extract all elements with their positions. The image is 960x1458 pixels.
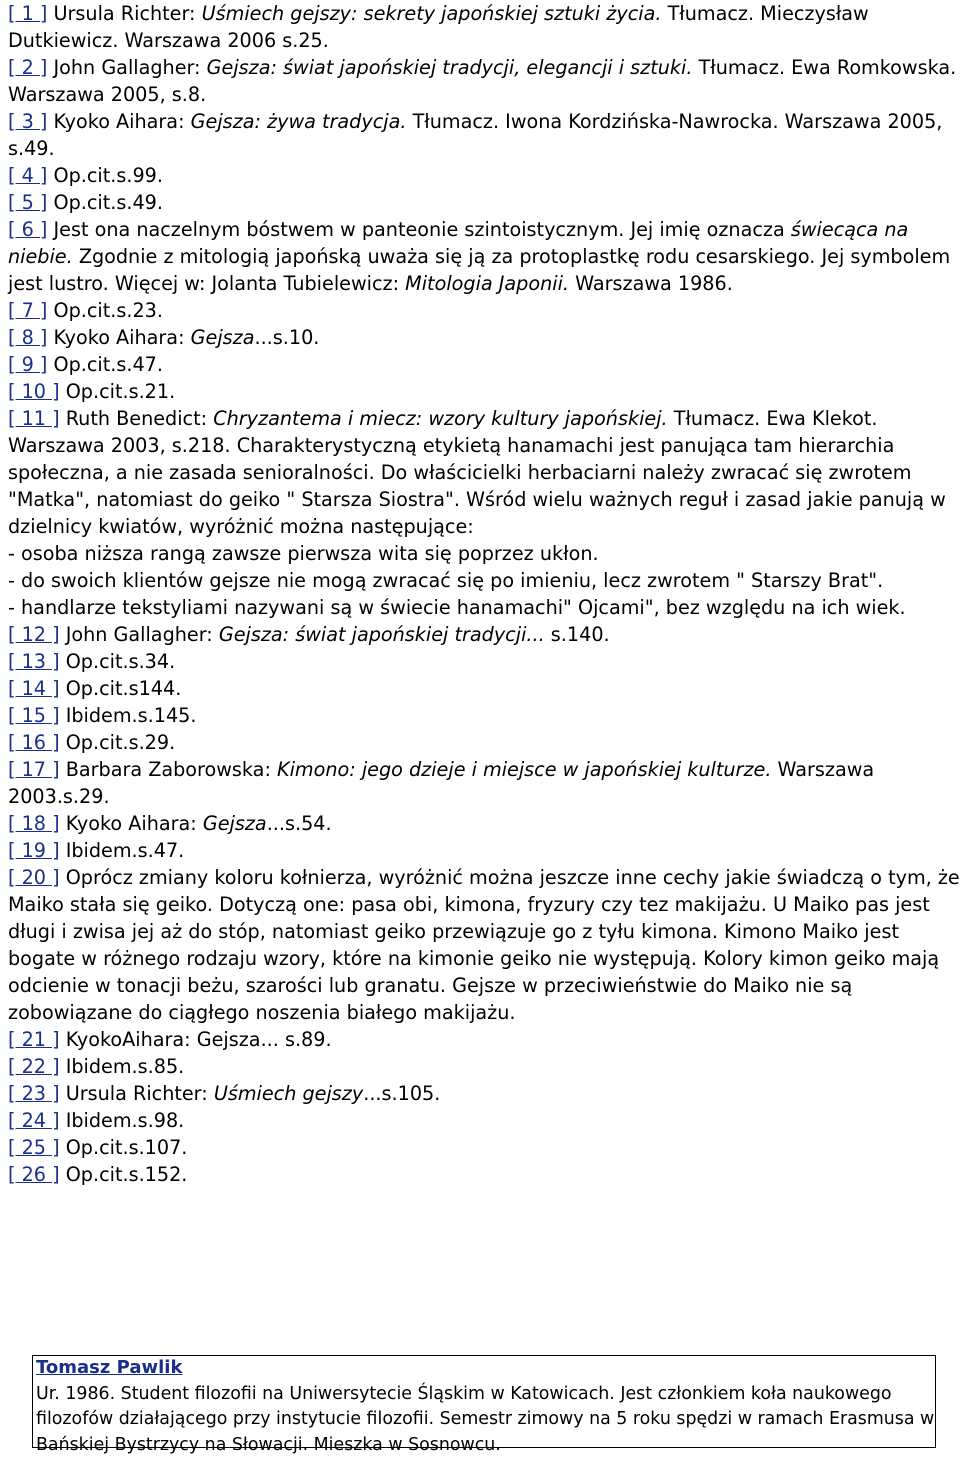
footnote-text: Ibidem.s.145. [65,704,197,727]
footnote-ref-link[interactable]: [ 16 ] [8,731,60,754]
footnote [8,648,960,675]
footnote [8,189,960,216]
footnote [8,216,960,297]
footnote-title: Gejsza: żywa tradycja. [190,110,407,133]
footnote-text: - osoba niższa rangą zawsze pierwsza wita się poprzez ukłon. [8,542,599,565]
footnote-title: Uśmiech gejszy: sekrety japońskiej sztuki życia. [201,2,662,25]
footnote-ref-link[interactable]: [ 15 ] [8,704,60,727]
footnote-text: Jest ona naczelnym bóstwem w panteonie szintoistycznym. Jej imię oznacza [53,218,791,241]
footnote-ref-link[interactable]: [ 14 ] [8,677,60,700]
footnote-text: John Gallagher: [53,56,207,79]
footnote-text: Ursula Richter: [53,2,202,25]
footnote [8,756,960,810]
footnote [8,702,960,729]
footnote-text: ...s.54. [266,812,332,835]
footnote [8,864,960,1026]
footnote [8,675,960,702]
footnote-text: Zgodnie z mitologią japońską uważa się ją za protoplastkę rodu cesarskiego. Jej symbolem jest lustro. Więcej w: Jolanta Tubielewicz: [8,245,951,295]
footnote [8,405,960,621]
footnote-ref-link[interactable]: [ 11 ] [8,407,60,430]
footnote-text: Warszawa 2003.s.29. [8,758,875,808]
footnote-text: Kyoko Aihara: [53,110,191,133]
footnote [8,324,960,351]
footnote [8,0,960,54]
footnote-text: Op.cit.s.23. [53,299,163,322]
footnote-text: KyokoAihara: Gejsza... s.89. [65,1028,332,1051]
footnote-text: Tłumacz. Iwona Kordzińska-Nawrocka. Warszawa 2005, s.49. [8,110,943,160]
footnote [8,621,960,648]
footnote-text: Op.cit.s.107. [65,1136,188,1159]
footnote-text: Ibidem.s.85. [65,1055,185,1078]
footnote-text: s.140. [544,623,610,646]
footnote-text: Op.cit.s.21. [65,380,176,403]
footnote-ref-link[interactable]: [ 5 ] [8,191,48,214]
footnote [8,729,960,756]
footnote-text: - handlarze tekstyliami nazywani są w świecie hanamachi" Ojcami", bez względu na ich wiek. [8,596,906,619]
footnote-text: Ursula Richter: [65,1082,214,1105]
footnote [8,351,960,378]
footnote-text: Op.cit.s144. [65,677,182,700]
footnote-text: Op.cit.s.34. [65,650,176,673]
author-bio: Ur. 1986. Student filozofii na Uniwersytecie Śląskim w Katowicach. Jest członkiem koła naukowego filozofów działającego przy instytucie filozofii. Semestr zimowy na 5 roku spędzi w ramach Erasmusa w Bańskiej Bystrzycy na Słowacji. Mieszka w Sosnowcu. [36,1383,935,1455]
footnote-ref-link[interactable]: [ 2 ] [8,56,48,79]
footnote-ref-link[interactable]: [ 20 ] [8,866,60,889]
footnote-text: Op.cit.s.49. [53,191,163,214]
footnote-text: Op.cit.s.29. [65,731,176,754]
author-box [32,1355,936,1455]
footnote-text: Ruth Benedict: [65,407,214,430]
footnote-ref-link[interactable]: [ 19 ] [8,839,60,862]
footnote-ref-link[interactable]: [ 22 ] [8,1055,60,1078]
footnote-ref-link[interactable]: [ 17 ] [8,758,60,781]
footnote-text: Tłumacz. Ewa Romkowska. Warszawa 2005, s.8. [8,56,957,106]
footnote [8,378,960,405]
footnote-ref-link[interactable]: [ 1 ] [8,2,48,25]
footnote-title: Gejsza [190,326,255,349]
footnote-text: Oprócz zmiany koloru kołnierza, wyróżnić można jeszcze inne cechy jakie świadczą o tym, że Maiko stała się geiko. Dotyczą one: pasa obi, kimona, fryzury czy tez makijażu. U Maiko pas jest długi i zwisa jej aż do stóp, natomiast geiko przewiązuje go z tyłu kimona. Kimono Maiko jest bogate w różnego rodzaju wzory, które na kimonie geiko nie występują. Kolory kimon geiko mają odcienie w tonacji beżu, szarości lub granatu. Gejsze w przeciwieństwie do Maiko nie są zobowiązane do ciągłego noszenia białego makijażu. [8,866,960,1024]
footnote-title: Chryzantema i miecz: wzory kultury japońskiej. [213,407,668,430]
footnote-text: - do swoich klientów gejsze nie mogą zwracać się po imieniu, lecz zwrotem " Starszy Brat". [8,569,884,592]
footnote [8,108,960,162]
footnotes-list [8,0,960,1188]
footnote-ref-link[interactable]: [ 6 ] [8,218,48,241]
footnote-text: ...s.10. [254,326,320,349]
footnote [8,810,960,837]
footnote-title: Mitologia Japonii. [405,272,570,295]
footnote-ref-link[interactable]: [ 21 ] [8,1028,60,1051]
footnote-text: ...s.105. [363,1082,441,1105]
footnote-text: Tłumacz. Ewa Klekot. Warszawa 2003, s.218. Charakterystyczną etykietą hanamachi jest panująca tam hierarchia społeczna, a nie zasada senioralności. Do właścicielki herbaciarni należy zwracać się zwrotem "Matka", natomiast do geiko " Starsza Siostra". Wśród wielu ważnych reguł i zasad jakie panują w dzielnicy kwiatów, wyróżnić można następujące: [8,407,946,538]
footnote-title: Uśmiech gejszy [213,1082,364,1105]
footnote-title: Gejsza: świat japońskiej tradycji... [218,623,545,646]
footnote-text: Warszawa 1986. [569,272,733,295]
footnote [8,1053,960,1080]
footnote-title: Kimono: jego dzieje i miejsce w japońskiej kulturze. [277,758,772,781]
footnote [8,1080,960,1107]
footnote-title: świecąca na niebie. [8,218,909,268]
footnote [8,1026,960,1053]
footnote-text: Op.cit.s.152. [65,1163,188,1186]
footnote-text: Kyoko Aihara: [53,326,191,349]
footnote [8,297,960,324]
footnote-ref-link[interactable]: [ 4 ] [8,164,48,187]
footnote-ref-link[interactable]: [ 8 ] [8,326,48,349]
footnote-text: Ibidem.s.98. [65,1109,185,1132]
footnote-text: Kyoko Aihara: [65,812,203,835]
footnote-title: Gejsza [202,812,267,835]
footnote-ref-link[interactable]: [ 18 ] [8,812,60,835]
footnote [8,162,960,189]
footnote [8,1161,960,1188]
footnote-ref-link[interactable]: [ 24 ] [8,1109,60,1132]
footnote [8,837,960,864]
footnote-ref-link[interactable]: [ 9 ] [8,353,48,376]
footnote [8,54,960,108]
footnote-ref-link[interactable]: [ 26 ] [8,1163,60,1186]
footnote-ref-link[interactable]: [ 10 ] [8,380,60,403]
footnote-text: Tłumacz. Mieczysław Dutkiewicz. Warszawa 2006 s.25. [8,2,869,52]
author-name-link[interactable]: Tomasz Pawlik [36,1357,183,1378]
footnote [8,1107,960,1134]
footnote-title: Gejsza: świat japońskiej tradycji, elegancji i sztuki. [206,56,693,79]
footnote-text: Op.cit.s.47. [53,353,163,376]
footnote-ref-link[interactable]: [ 25 ] [8,1136,60,1159]
footnote-ref-link[interactable]: [ 23 ] [8,1082,60,1105]
footnote-ref-link[interactable]: [ 13 ] [8,650,60,673]
footnote-ref-link[interactable]: [ 12 ] [8,623,60,646]
footnote-ref-link[interactable]: [ 7 ] [8,299,48,322]
footnote-ref-link[interactable]: [ 3 ] [8,110,48,133]
footnote-text: Barbara Zaborowska: [65,758,278,781]
footnote [8,1134,960,1161]
footnote-text: Ibidem.s.47. [65,839,185,862]
footnote-text: John Gallagher: [65,623,219,646]
footnote-text: Op.cit.s.99. [53,164,163,187]
